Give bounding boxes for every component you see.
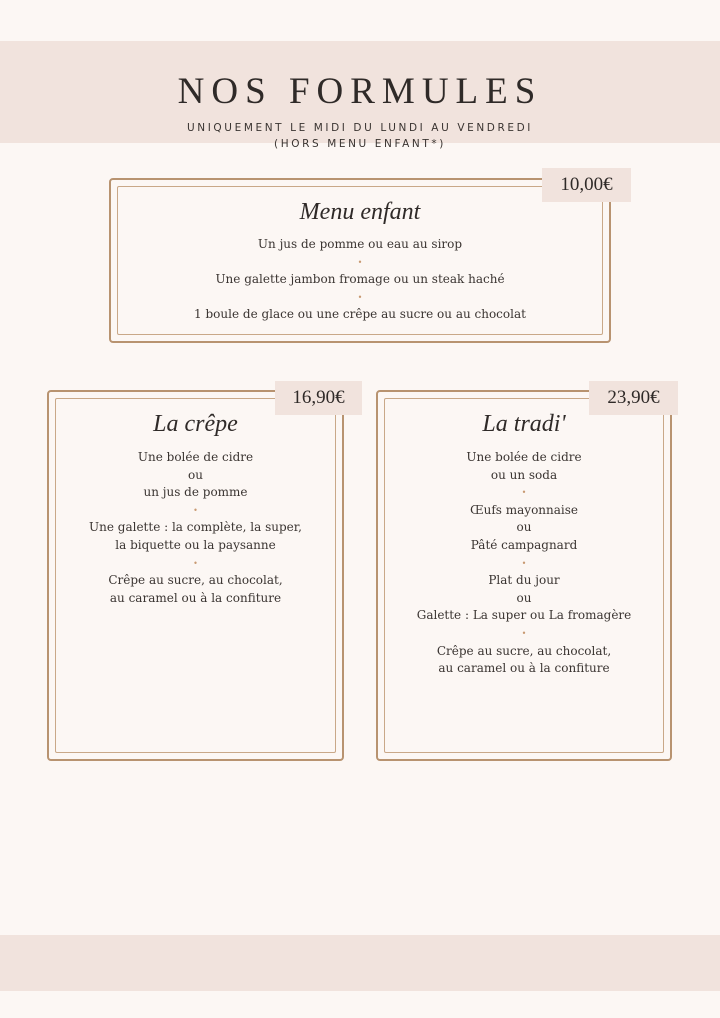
separator-dot: • bbox=[521, 558, 527, 568]
footer-band bbox=[0, 935, 720, 991]
menu-crepe-line: ou bbox=[188, 467, 203, 482]
menu-enfant-line: Une galette jambon fromage ou un steak haché bbox=[215, 272, 505, 287]
menu-tradi-line: ou un soda bbox=[490, 467, 558, 482]
menu-tradi-line: Galette : La super ou La fromagère bbox=[416, 608, 632, 623]
menu-enfant-items bbox=[117, 236, 603, 324]
menu-tradi-line: ou bbox=[516, 520, 532, 535]
menu-enfant-price: 10,00€ bbox=[542, 168, 631, 202]
menu-crepe-title: La crêpe bbox=[153, 411, 238, 437]
menu-tradi-line: Plat du jour bbox=[488, 573, 560, 588]
menu-tradi-items bbox=[384, 449, 664, 678]
menu-tradi-line: ou bbox=[516, 590, 532, 605]
menu-enfant-title: Menu enfant bbox=[299, 199, 421, 225]
separator-dot: • bbox=[357, 292, 363, 302]
menu-tradi-title: La tradi' bbox=[482, 411, 566, 437]
separator-dot: • bbox=[193, 558, 198, 568]
menu-tradi-line: Une bolée de cidre bbox=[466, 450, 582, 464]
menu-enfant-line: 1 boule de glace ou une crêpe au sucre ou au chocolat bbox=[194, 307, 526, 322]
menu-tradi-price: 23,90€ bbox=[589, 381, 678, 415]
menu-enfant-line: Un jus de pomme ou eau au sirop bbox=[257, 237, 463, 251]
subtitle-line-2: (HORS MENU ENFANT*) bbox=[274, 138, 446, 150]
page-subtitle bbox=[0, 120, 720, 152]
separator-dot: • bbox=[521, 488, 527, 498]
menu-crepe-price: 16,90€ bbox=[275, 381, 362, 415]
menu-crepe-line: Une galette : la complète, la super, bbox=[89, 520, 302, 535]
page-title: NOS FORMULES bbox=[177, 71, 543, 112]
subtitle-line-1: UNIQUEMENT LE MIDI DU LUNDI AU VENDREDI bbox=[187, 122, 533, 134]
menu-tradi-line: Œufs mayonnaise bbox=[469, 502, 579, 517]
separator-dot: • bbox=[521, 628, 527, 638]
menu-crepe-line: Une bolée de cidre bbox=[137, 450, 254, 464]
menu-crepe-line: la biquette ou la paysanne bbox=[115, 537, 276, 552]
menu-crepe-line: Crêpe au sucre, au chocolat, bbox=[108, 573, 283, 588]
menu-crepe-line: un jus de pomme bbox=[143, 485, 248, 500]
menu-tradi-line: au caramel ou à la confiture bbox=[438, 661, 610, 676]
menu-crepe-line: au caramel ou à la confiture bbox=[109, 590, 282, 605]
menu-tradi-line: Pâté campagnard bbox=[470, 537, 578, 552]
separator-dot: • bbox=[357, 257, 363, 267]
menu-crepe-items bbox=[55, 449, 336, 607]
separator-dot: • bbox=[193, 505, 198, 515]
menu-tradi-line: Crêpe au sucre, au chocolat, bbox=[436, 643, 612, 658]
